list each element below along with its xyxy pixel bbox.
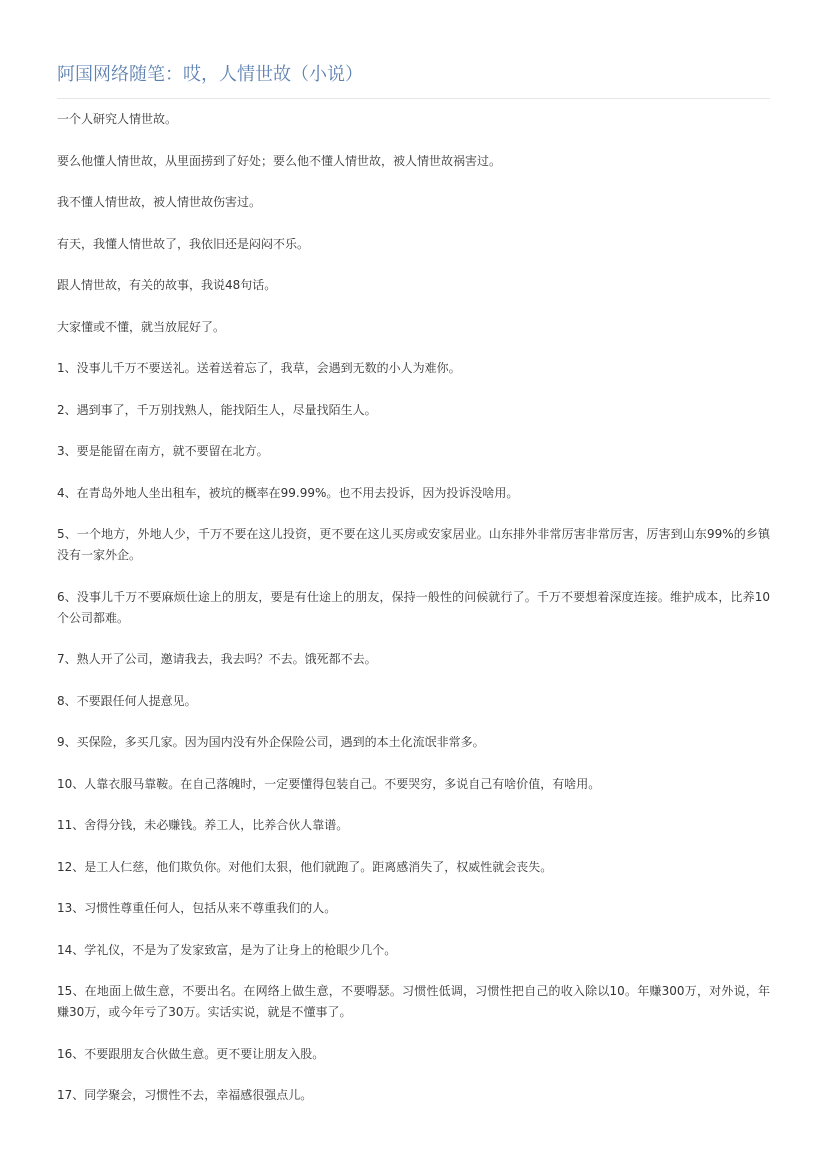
list-item: 15、在地面上做生意，不要出名。在网络上做生意，不要嘚瑟。习惯性低调，习惯性把自己的收入除以10。年赚300万，对外说，年赚30万，或今年亏了30万。实话实说，就是不懂事了。	[57, 984, 770, 1019]
paragraph: 一个人研究人情世故。	[57, 112, 178, 126]
list-item: 2、遇到事了，千万别找熟人，能找陌生人，尽量找陌生人。	[57, 402, 377, 417]
list-item: 11、舍得分钱，未必赚钱。养工人，比养合伙人靠谱。	[57, 818, 349, 832]
list-item: 8、不要跟任何人提意见。	[57, 693, 197, 708]
list-item: 10、人靠衣服马靠鞍。在自己落魄时，一定要懂得包装自己。不要哭穷，多说自己有啥价值，有啥用。	[57, 776, 601, 791]
list-item: 16、不要跟朋友合伙做生意。更不要让朋友入股。	[57, 1046, 325, 1061]
article-body	[57, 109, 770, 1106]
list-item: 13、习惯性尊重任何人，包括从来不尊重我们的人。	[57, 901, 337, 915]
list-item: 17、同学聚会，习惯性不去，幸福感很强点儿。	[57, 1088, 313, 1102]
list-item: 6、没事儿千万不要麻烦仕途上的朋友，要是有仕途上的朋友，保持一般性的问候就行了。千万不要想着深度连接。维护成本，比养10个公司都难。	[57, 589, 770, 625]
paragraph: 要么他懂人情世故，从里面捞到了好处；要么他不懂人情世故，被人情世故祸害过。	[57, 153, 502, 168]
list-item: 5、一个地方，外地人少，千万不要在这儿投资，更不要在这儿买房或安家居业。山东排外非常厉害非常厉害，厉害到山东99%的乡镇没有一家外企。	[57, 527, 770, 562]
list-item: 1、没事儿千万不要送礼。送着送着忘了，我草，会遇到无数的小人为难你。	[57, 361, 461, 375]
article-title: 阿国网络随笔：哎，人情世故（小说）	[57, 60, 770, 99]
paragraph: 跟人情世故，有关的故事，我说48句话。	[57, 278, 277, 292]
list-item: 4、在青岛外地人坐出租车，被坑的概率在99.99%。也不用去投诉，因为投诉没啥用。	[57, 485, 519, 500]
list-item: 14、学礼仪，不是为了发家致富，是为了让身上的枪眼少几个。	[57, 942, 397, 957]
list-item: 12、是工人仁慈，他们欺负你。对他们太狠，他们就跑了。距离感消失了，权威性就会丧失。	[57, 859, 553, 874]
list-item: 3、要是能留在南方，就不要留在北方。	[57, 444, 269, 458]
list-item: 9、买保险，多买几家。因为国内没有外企保险公司，遇到的本土化流氓非常多。	[57, 735, 485, 749]
paragraph: 大家懂或不懂，就当放屁好了。	[57, 319, 226, 334]
paragraph: 有天，我懂人情世故了，我依旧还是闷闷不乐。	[57, 236, 310, 251]
list-item: 7、熟人开了公司，邀请我去，我去吗？不去。饿死都不去。	[57, 652, 377, 666]
paragraph: 我不懂人情世故，被人情世故伤害过。	[57, 195, 262, 209]
article-page	[57, 60, 770, 1127]
